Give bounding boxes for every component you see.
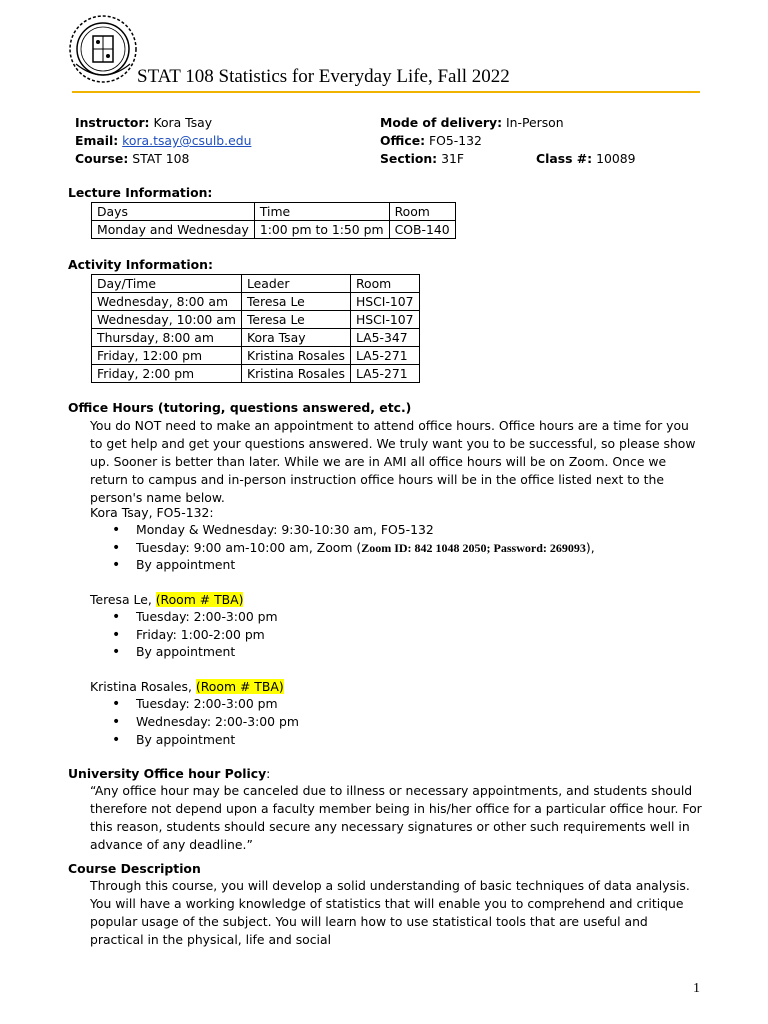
bullet-icon: • — [112, 557, 121, 573]
class-number-line — [536, 150, 635, 168]
table-cell: HSCI-107 — [350, 293, 419, 311]
email-line — [75, 132, 251, 150]
table-cell: Friday, 12:00 pm — [92, 347, 242, 365]
table-row — [92, 365, 420, 383]
policy-heading: University Office hour Policy — [68, 766, 267, 781]
mode-line — [380, 114, 564, 132]
email-label: Email: — [75, 133, 119, 148]
bullet-icon: • — [112, 627, 121, 643]
table-cell: Kristina Rosales — [241, 347, 350, 365]
table-cell: Monday and Wednesday — [92, 221, 255, 239]
table-row — [92, 293, 420, 311]
table-header-row — [92, 275, 420, 293]
page-number: 1 — [693, 981, 700, 996]
kora-hours-item: Monday & Wednesday: 9:30-10:30 am, FO5-132 — [136, 522, 434, 537]
table-row — [92, 347, 420, 365]
mode-label: Mode of delivery: — [380, 115, 503, 130]
kora-zoom-item — [136, 539, 595, 557]
kristina-room-highlight: (Room # TBA) — [195, 679, 284, 694]
table-header-row — [92, 203, 456, 221]
table-cell: Friday, 2:00 pm — [92, 365, 242, 383]
teresa-hours-item: Friday: 1:00-2:00 pm — [136, 627, 265, 642]
policy-colon: : — [266, 766, 271, 781]
table-cell: Kristina Rosales — [241, 365, 350, 383]
table-header-cell: Leader — [241, 275, 350, 293]
policy-heading-line — [68, 765, 270, 783]
table-cell: Wednesday, 8:00 am — [92, 293, 242, 311]
teresa-room-highlight: (Room # TBA) — [155, 592, 244, 607]
table-header-cell: Day/Time — [92, 275, 242, 293]
activity-heading: Activity Information: — [68, 257, 213, 272]
title-divider — [72, 91, 700, 93]
email-link[interactable]: kora.tsay@csulb.edu — [122, 133, 252, 148]
mode-value: In-Person — [506, 115, 564, 130]
kristina-name: Kristina Rosales, — [90, 679, 196, 694]
table-cell: Teresa Le — [241, 311, 350, 329]
kristina-hours-item: Wednesday: 2:00-3:00 pm — [136, 714, 299, 729]
section-label: Section: — [380, 151, 438, 166]
office-hours-intro: You do NOT need to make an appointment to attend office hours. Office hours are a time for you to get help and get your questions answered. We truly want you to be successful, so please show up. Sooner is better than later. While we are in AMI all office hours will be on Zoom. Once we return to campus and in-person instruction office hours will be in the office listed next to the person's name below. — [90, 418, 696, 505]
table-row — [92, 329, 420, 347]
table-cell: LA5-271 — [350, 347, 419, 365]
table-cell: Thursday, 8:00 am — [92, 329, 242, 347]
office-line — [380, 132, 482, 150]
kora-zoom-prefix: Tuesday: 9:00 am-10:00 am, Zoom ( — [136, 540, 362, 555]
university-seal-logo — [68, 14, 138, 84]
class-number-value: 10089 — [596, 151, 636, 166]
teresa-appointment-item: By appointment — [136, 644, 236, 659]
table-cell: Wednesday, 10:00 am — [92, 311, 242, 329]
table-header-cell: Days — [92, 203, 255, 221]
lecture-heading: Lecture Information: — [68, 185, 213, 200]
bullet-icon: • — [112, 540, 121, 556]
teresa-hours-item: Tuesday: 2:00-3:00 pm — [136, 609, 278, 624]
activity-table — [91, 274, 420, 383]
office-label: Office: — [380, 133, 426, 148]
zoom-credentials: Zoom ID: 842 1048 2050; Password: 269093 — [361, 541, 586, 555]
table-cell: LA5-347 — [350, 329, 419, 347]
course-line — [75, 150, 189, 168]
course-description-text: Through this course, you will develop a solid understanding of basic techniques of data analysis. You will have a working knowledge of statistics that will enable you to comprehend and critique popular usage of the subject. You will learn how to use statistical tools that are useful and practical in the physical, life and social — [90, 878, 690, 947]
table-cell: LA5-271 — [350, 365, 419, 383]
table-header-cell: Time — [254, 203, 389, 221]
table-row — [92, 311, 420, 329]
bullet-icon: • — [112, 696, 121, 712]
course-label: Course: — [75, 151, 129, 166]
table-cell: 1:00 pm to 1:50 pm — [254, 221, 389, 239]
lecture-table — [91, 202, 456, 239]
kora-office-name: Kora Tsay, FO5-132: — [90, 505, 214, 520]
teresa-name: Teresa Le, — [90, 592, 156, 607]
course-description-heading: Course Description — [68, 861, 201, 876]
office-hours-heading: Office Hours (tutoring, questions answered, etc.) — [68, 400, 412, 415]
class-number-label: Class #: — [536, 151, 593, 166]
bullet-icon: • — [112, 609, 121, 625]
course-value: STAT 108 — [132, 151, 190, 166]
kristina-appointment-item: By appointment — [136, 732, 236, 747]
section-line — [380, 150, 464, 168]
kora-appointment-item: By appointment — [136, 557, 236, 572]
bullet-icon: • — [112, 522, 121, 538]
table-row — [92, 221, 456, 239]
bullet-icon: • — [112, 644, 121, 660]
kristina-hours-item: Tuesday: 2:00-3:00 pm — [136, 696, 278, 711]
instructor-line — [75, 114, 212, 132]
teresa-office-name — [90, 591, 243, 609]
table-cell: COB-140 — [389, 221, 455, 239]
instructor-label: Instructor: — [75, 115, 150, 130]
table-cell: HSCI-107 — [350, 311, 419, 329]
section-value: 31F — [441, 151, 464, 166]
document-title: STAT 108 Statistics for Everyday Life, Fall 2022 — [137, 66, 510, 87]
policy-text: “Any office hour may be canceled due to illness or necessary appointments, and students should therefore not depend upon a faculty member being in his/her office for a particular office hour. For this reason, students should secure any necessary signatures or other such requirements well in advance of any deadline.” — [90, 783, 702, 852]
kora-zoom-suffix: ), — [585, 540, 595, 555]
kristina-office-name — [90, 678, 284, 696]
table-header-cell: Room — [350, 275, 419, 293]
office-value: FO5-132 — [429, 133, 482, 148]
table-cell: Kora Tsay — [241, 329, 350, 347]
instructor-value: Kora Tsay — [153, 115, 213, 130]
bullet-icon: • — [112, 732, 121, 748]
table-header-cell: Room — [389, 203, 455, 221]
bullet-icon: • — [112, 714, 121, 730]
table-cell: Teresa Le — [241, 293, 350, 311]
